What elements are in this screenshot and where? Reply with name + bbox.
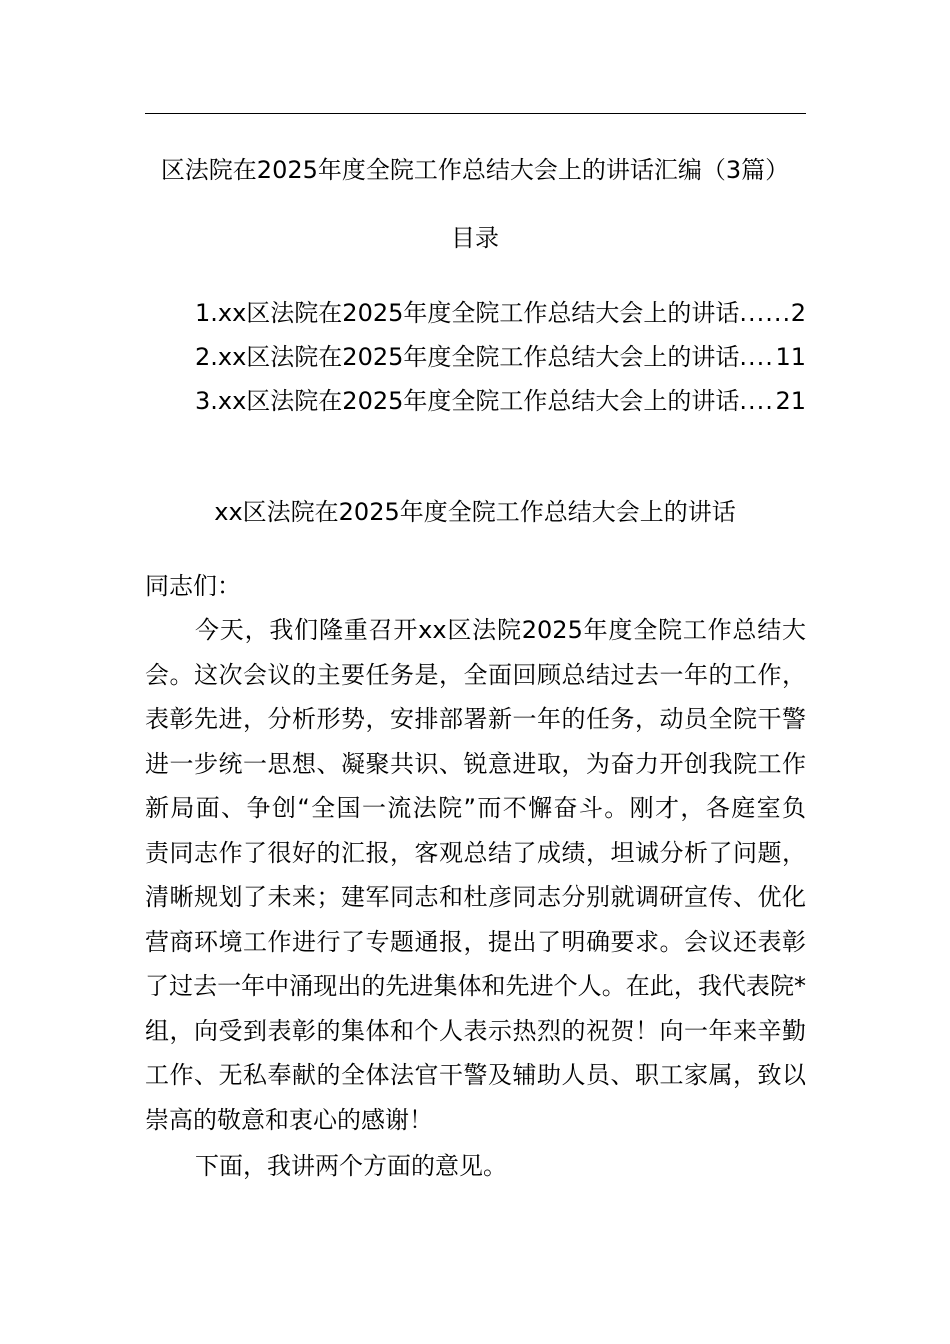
paragraph-line: 崇高的敬意和衷心的感谢！ xyxy=(145,1106,433,1134)
toc-entry-title: 3.xx区法院在2025年度全院工作总结大会上的讲话 xyxy=(195,387,740,415)
paragraph-line: 营商环境工作进行了专题通报，提出了明确要求。会议还表彰 xyxy=(145,928,806,956)
paragraph-line: 组，向受到表彰的集体和个人表示热烈的祝贺！向一年来辛勤 xyxy=(145,1017,806,1045)
paragraph-line: 了过去一年中涌现出的先进集体和先进个人。在此，我代表院* xyxy=(145,972,806,1000)
toc-leader xyxy=(739,296,790,330)
paragraph-line: 责同志作了很好的汇报，客观总结了成绩，坦诚分析了问题， xyxy=(145,839,806,867)
toc-entry[interactable] xyxy=(195,296,806,330)
paragraph-line: 工作、无私奉献的全体法官干警及辅助人员、职工家属，致以 xyxy=(145,1061,806,1089)
toc-entry-title: 1.xx区法院在2025年度全院工作总结大会上的讲话 xyxy=(195,299,740,327)
paragraph-line: 会。这次会议的主要任务是，全面回顾总结过去一年的工作， xyxy=(145,661,806,689)
paragraph-line: 新局面、争创“全国一流法院”而不懈奋斗。刚才，各庭室负 xyxy=(145,794,806,822)
toc-entry[interactable] xyxy=(195,340,806,374)
section-title: xx区法院在2025年度全院工作总结大会上的讲话 xyxy=(214,498,736,526)
paragraph-line: 进一步统一思想、凝聚共识、锐意进取，为奋力开创我院工作 xyxy=(145,750,806,778)
toc-entry-page: 21 xyxy=(775,387,806,415)
salutation: 同志们： xyxy=(145,572,241,600)
paragraph-line: 清晰规划了未来；建军同志和杜彦同志分别就调研宣传、优化 xyxy=(145,883,806,911)
toc-leader xyxy=(739,384,775,418)
toc-heading: 目录 xyxy=(451,224,499,252)
next-paragraph: 下面，我讲两个方面的意见。 xyxy=(195,1152,507,1180)
header-rule xyxy=(145,113,806,114)
toc-entry-title: 2.xx区法院在2025年度全院工作总结大会上的讲话 xyxy=(195,343,740,371)
document-title: 区法院在2025年度全院工作总结大会上的讲话汇编（3篇） xyxy=(160,156,790,184)
toc-entry[interactable] xyxy=(195,384,806,418)
toc-leader xyxy=(739,340,775,374)
paragraph-line: 表彰先进，分析形势，安排部署新一年的任务，动员全院干警 xyxy=(145,705,806,733)
toc-entry-page: 11 xyxy=(775,343,806,371)
paragraph-line: 今天，我们隆重召开xx区法院2025年度全院工作总结大 xyxy=(195,616,806,644)
toc-entry-page: 2 xyxy=(790,299,806,327)
